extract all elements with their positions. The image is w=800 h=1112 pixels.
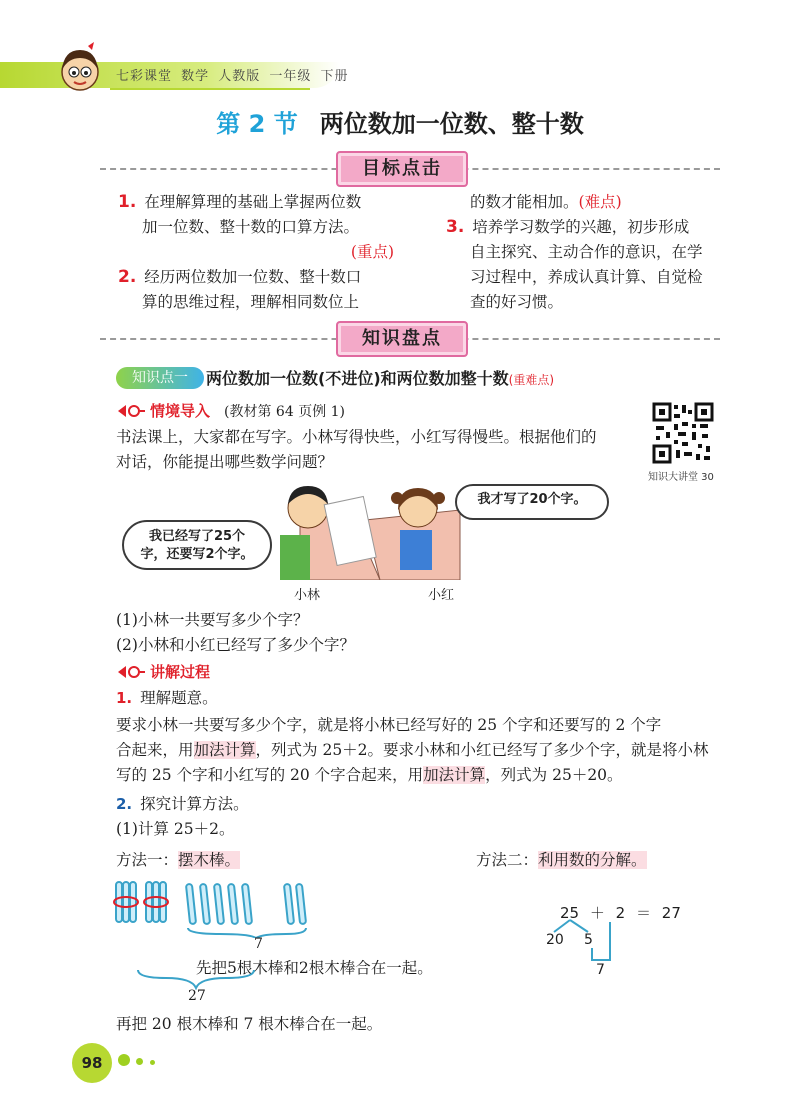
decor-dot: [136, 1058, 143, 1065]
qr-code-icon[interactable]: [652, 402, 714, 464]
qr-caption: 知识大讲堂 30: [648, 472, 714, 483]
goal-text: 经历两位数加一位数、整十数口: [144, 268, 362, 286]
method-1-label: [116, 848, 240, 873]
goal-number: 1.: [118, 192, 137, 212]
speech-bubble-xiaohong: 我才写了20个字。: [455, 484, 609, 520]
eq-term: 25: [560, 904, 580, 922]
paragraph-line: [116, 763, 756, 788]
knowledge-note: (重难点): [508, 373, 555, 387]
section-title: [0, 104, 800, 139]
goal-number: 3.: [446, 217, 465, 237]
goal-item-2: [118, 265, 408, 290]
header-underline: [110, 88, 310, 90]
goal-text: 查的好习惯。: [470, 293, 564, 311]
text: 写的 25 个字和小红写的 20 个字合起来，用: [116, 766, 424, 784]
goal-text: 培养学习数学的兴趣，初步形成: [472, 218, 690, 236]
question-1: (1)小林一共要写多少个字？: [116, 611, 309, 629]
bubble-line: 我已经写了25个: [148, 529, 246, 544]
goals-banner: 目标点击: [336, 151, 468, 187]
step-2: [116, 792, 756, 817]
goal-text: 习过程中，养成认真计算、自觉检: [470, 268, 703, 286]
knowledge-point-title: [206, 366, 554, 389]
goal-text-line: 的数才能相加。: [470, 193, 579, 211]
method-label: 方法一：: [116, 851, 179, 869]
text: ，列式为 25＋20。: [485, 766, 623, 784]
split-20: 20: [546, 932, 564, 948]
section-number: 第 2 节: [216, 110, 298, 138]
eq-result: 27: [661, 904, 681, 922]
name-xiaolin: 小林: [294, 588, 321, 603]
situation-head-text: 情境导入: [150, 402, 211, 420]
decor-dot: [118, 1054, 130, 1066]
brace-label-small: 7: [254, 936, 263, 952]
goal-text: 自主探究、主动合作的意识，在学: [470, 243, 703, 261]
knowledge-title-text: 两位数加一位数(不进位)和两位数加整十数: [206, 369, 509, 388]
arrow-icon: [116, 665, 146, 679]
goal-text: 算的思维过程，理解相同数位上: [142, 293, 360, 311]
step-text: 理解题意。: [140, 689, 218, 707]
header-text: 七彩课堂 数学 人教版 一年级 下册: [116, 69, 349, 84]
split-5: 5: [584, 932, 593, 948]
calc-line: (1)计算 25＋2。: [116, 820, 235, 838]
method-label: 方法二：: [476, 851, 539, 869]
sticks-diagram: [110, 876, 310, 938]
goal-text: [446, 190, 736, 215]
explain-heading: 讲解过程: [150, 663, 211, 681]
paragraph-line: [116, 738, 756, 763]
highlight: 加法计算: [423, 766, 486, 784]
section-heading: 两位数加一位数、整十数: [319, 110, 584, 138]
speech-bubble-xiaolin: [122, 520, 272, 570]
text: 合起来，用: [116, 741, 194, 759]
mascot-icon: [52, 40, 108, 96]
eq-op: ＋: [589, 904, 605, 922]
goal-number: 2.: [118, 267, 137, 287]
step-number: 2.: [116, 795, 133, 813]
goal-text: 在理解算理的基础上掌握两位数: [144, 193, 362, 211]
paragraph-line: 书法课上，大家都在写字。小林写得快些，小红写得慢些。根据他们的: [116, 428, 597, 446]
brace-label-big: 27: [188, 988, 206, 1004]
step-1: [116, 686, 756, 711]
goals-left-column: [118, 190, 408, 315]
method-2-label: [476, 848, 647, 873]
arrow-icon: [116, 404, 146, 418]
brace-icon: [136, 968, 256, 990]
goal-item-3: [446, 215, 736, 240]
question-2: (2)小林和小红已经写了多少个字？: [116, 636, 355, 654]
knowledge-point-tag: 知识点一: [116, 367, 204, 389]
goals-right-column: [446, 190, 736, 315]
questions: [116, 608, 355, 658]
step-text: 探究计算方法。: [140, 795, 249, 813]
goal-item-1: [118, 190, 408, 215]
paragraph-line: 对话，你能提出哪些数学问题？: [116, 453, 334, 471]
situation-heading: [150, 400, 345, 421]
name-xiaohong: 小红: [428, 588, 455, 603]
goal-tag: (重点): [350, 243, 394, 261]
method-text: 利用数的分解。: [538, 851, 647, 869]
decor-dot: [150, 1060, 155, 1065]
knowledge-banner: 知识盘点: [336, 321, 468, 357]
final-step: 再把 20 根木棒和 7 根木棒合在一起。: [116, 1015, 383, 1033]
sticks-note: 先把5根木棒和2根木棒合在一起。: [196, 959, 433, 977]
goal-text: 加一位数、整十数的口算方法。: [142, 218, 360, 236]
eq-op: ＝: [636, 904, 652, 922]
situation-paragraph: [116, 425, 646, 475]
goal-tag: (难点): [578, 193, 622, 211]
explain-body: [116, 686, 756, 842]
text: ，列式为 25＋2。要求小林和小红已经写了多少个字，就是将小林: [255, 741, 709, 759]
textbook-reference: (教材第 64 页例 1): [224, 404, 346, 420]
page-number: 98: [72, 1043, 112, 1083]
step-number: 1.: [116, 689, 133, 707]
bubble-line: 字，还要写2个字。: [140, 547, 254, 562]
eq-term: 2: [615, 904, 626, 922]
method-text: 摆木棒。: [178, 851, 241, 869]
paragraph-line: 要求小林一共要写多少个字，就是将小林已经写好的 25 个字和还要写的 2 个字: [116, 716, 662, 734]
split-7: 7: [596, 962, 605, 978]
highlight: 加法计算: [193, 741, 256, 759]
